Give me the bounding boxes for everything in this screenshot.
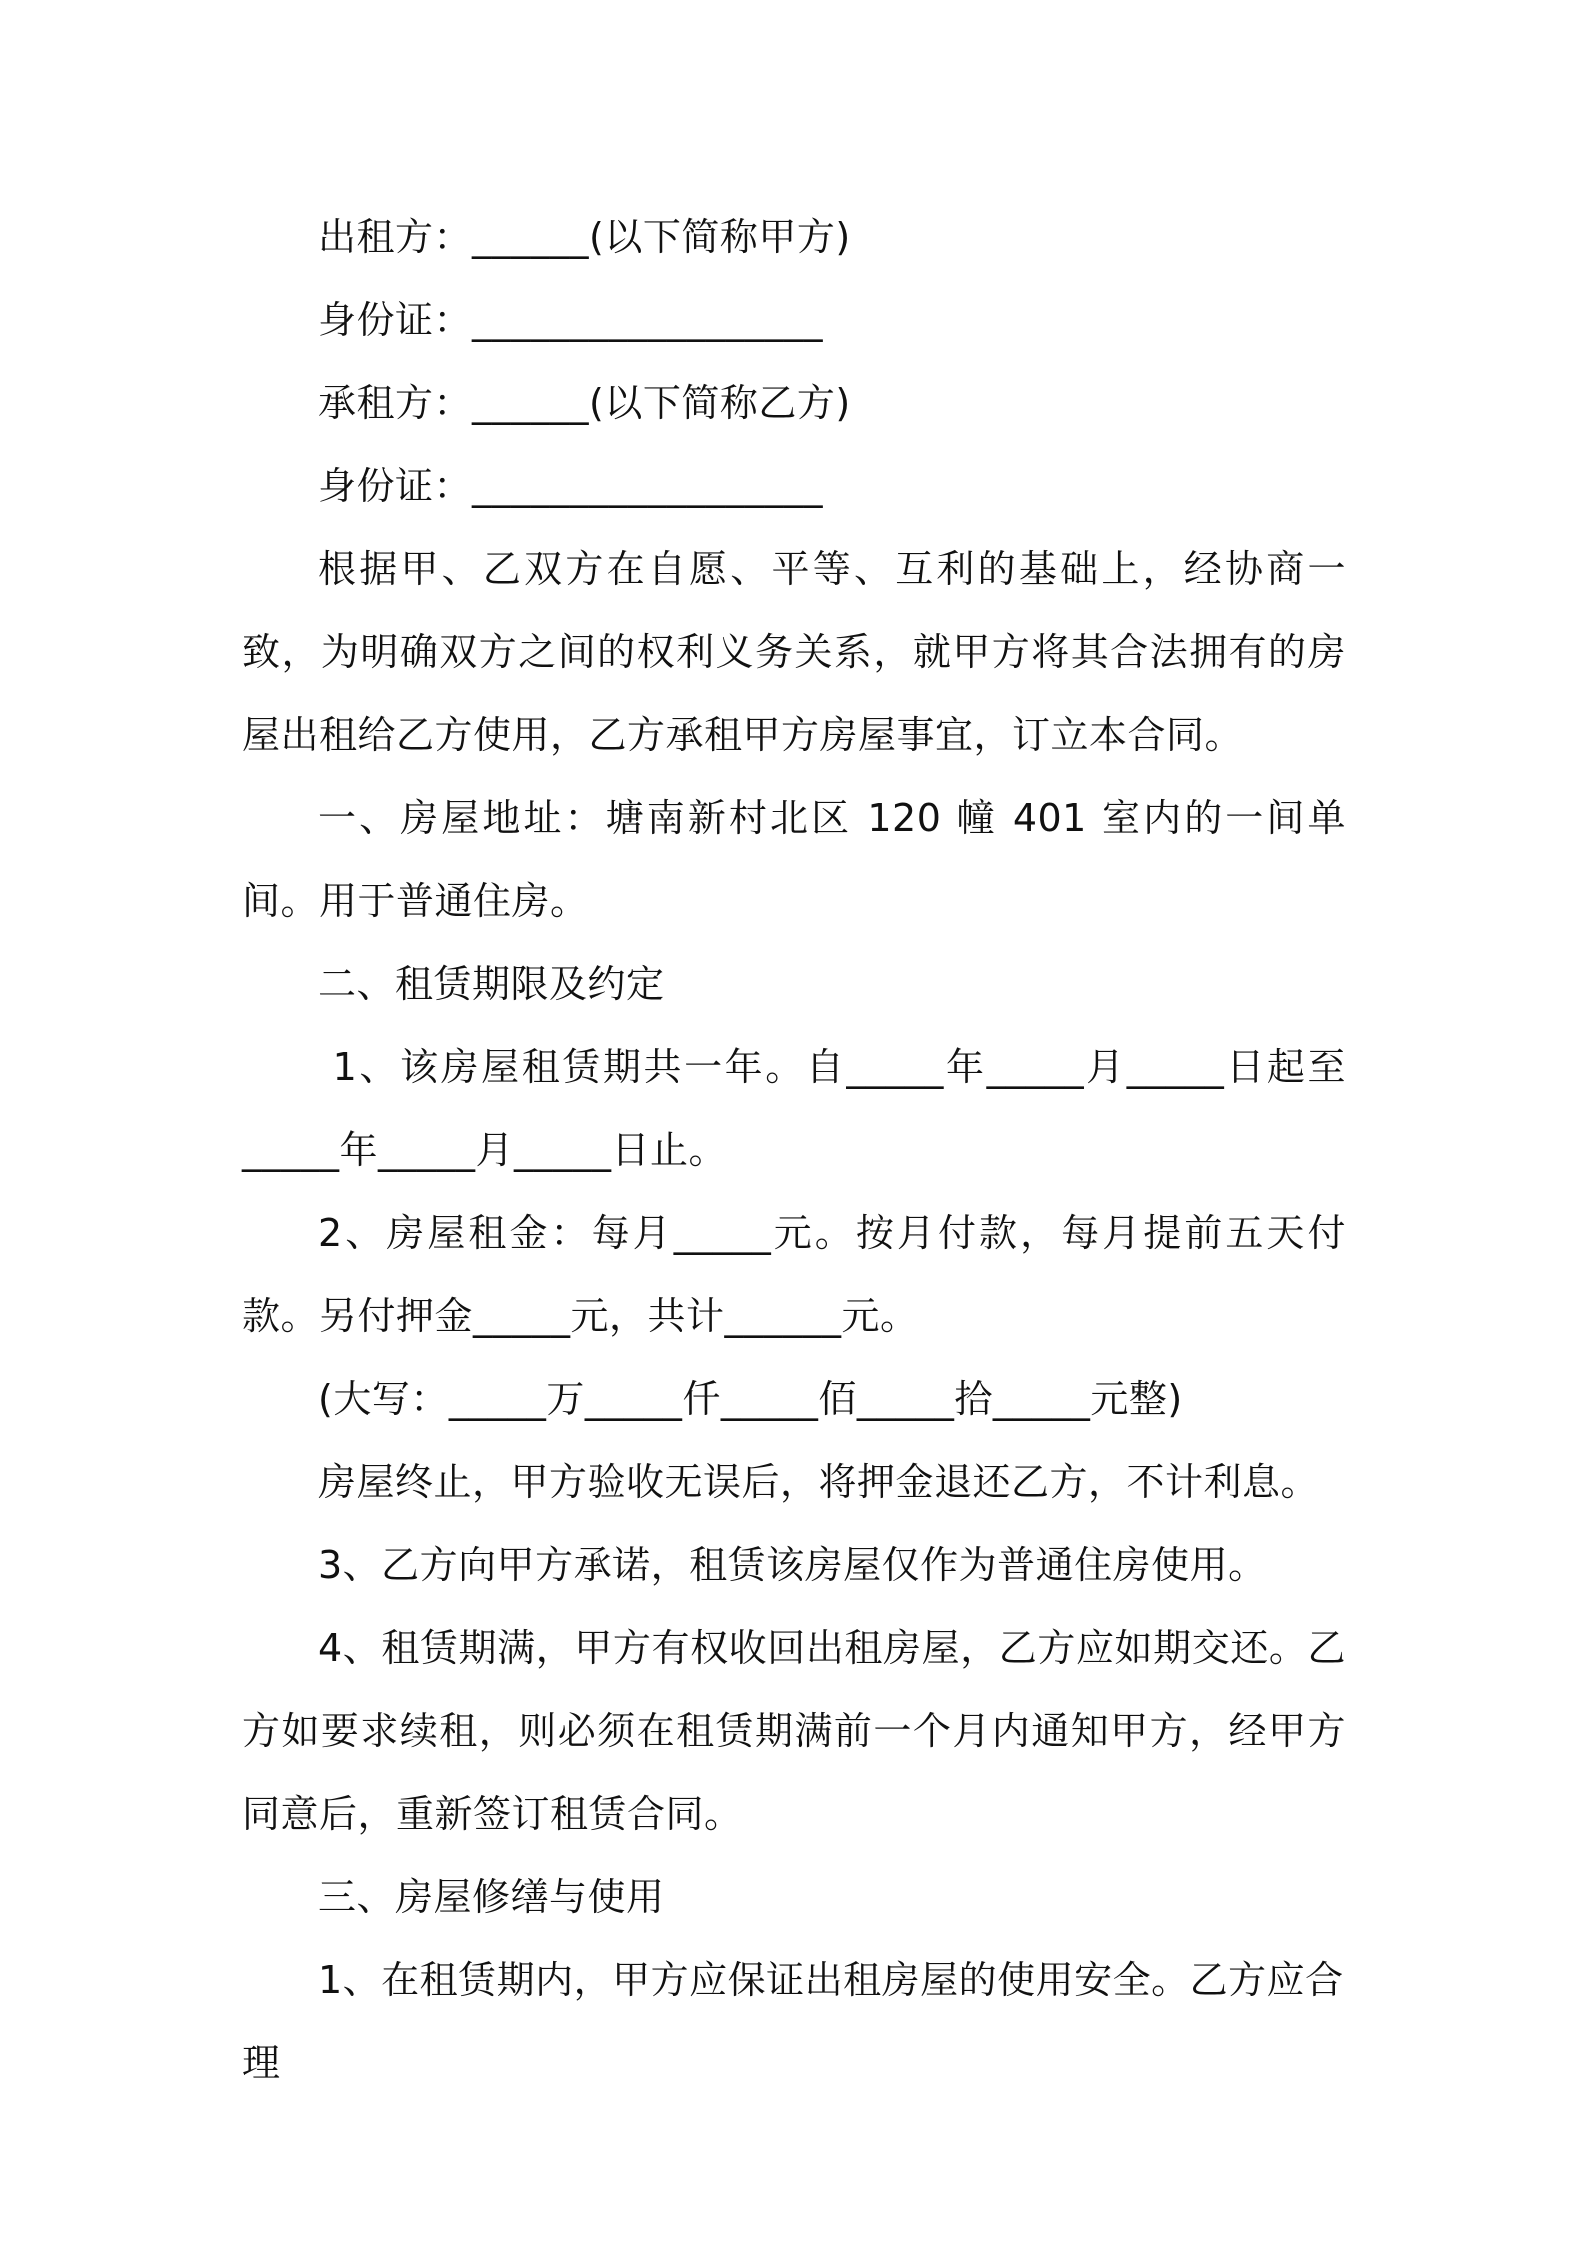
clause-2-1-term: 1、该房屋租赁期共一年。自_____年_____月_____日起至_____年_____月_____日止。 (242, 1045, 1346, 1172)
section-2-heading: 二、租赁期限及约定 (318, 962, 665, 1006)
clause-3-1-maintenance: 1、在租赁期内，甲方应保证出租房屋的使用安全。乙方应合理 (242, 1958, 1344, 2085)
clause-2-4-renewal: 4、租赁期满，甲方有权收回出租房屋，乙方应如期交还。乙方如要求续租，则必须在租赁期满前一个月内通知甲方，经甲方同意后，重新签订租赁合同。 (242, 1626, 1346, 1836)
lessor-line: 出租方：______(以下简称甲方) (318, 215, 851, 259)
section-3-heading: 三、房屋修缮与使用 (318, 1875, 665, 1919)
lessee-id-line: 身份证：__________________ (318, 464, 824, 508)
section-1-address: 一、房屋地址：塘南新村北区 120 幢 401 室内的一间单间。用于普通住房。 (242, 796, 1346, 923)
clause-2-2-rent: 2、房屋租金：每月_____元。按月付款，每月提前五天付款。另付押金_____元，共计______元。 (242, 1211, 1346, 1338)
amount-in-words-line: (大写：_____万_____仟_____佰_____拾_____元整) (318, 1377, 1183, 1421)
lessee-line: 承租方：______(以下简称乙方) (318, 381, 851, 425)
preamble-paragraph: 根据甲、乙双方在自愿、平等、互利的基础上，经协商一致，为明确双方之间的权利义务关系，就甲方将其合法拥有的房屋出租给乙方使用，乙方承租甲方房屋事宜，订立本合同。 (242, 547, 1346, 757)
lessor-id-line: 身份证：__________________ (318, 298, 824, 342)
clause-2-3-usage: 3、乙方向甲方承诺，租赁该房屋仅作为普通住房使用。 (318, 1543, 1267, 1587)
deposit-refund-line: 房屋终止，甲方验收无误后，将押金退还乙方，不计利息。 (318, 1460, 1320, 1504)
contract-body (242, 196, 1346, 2105)
